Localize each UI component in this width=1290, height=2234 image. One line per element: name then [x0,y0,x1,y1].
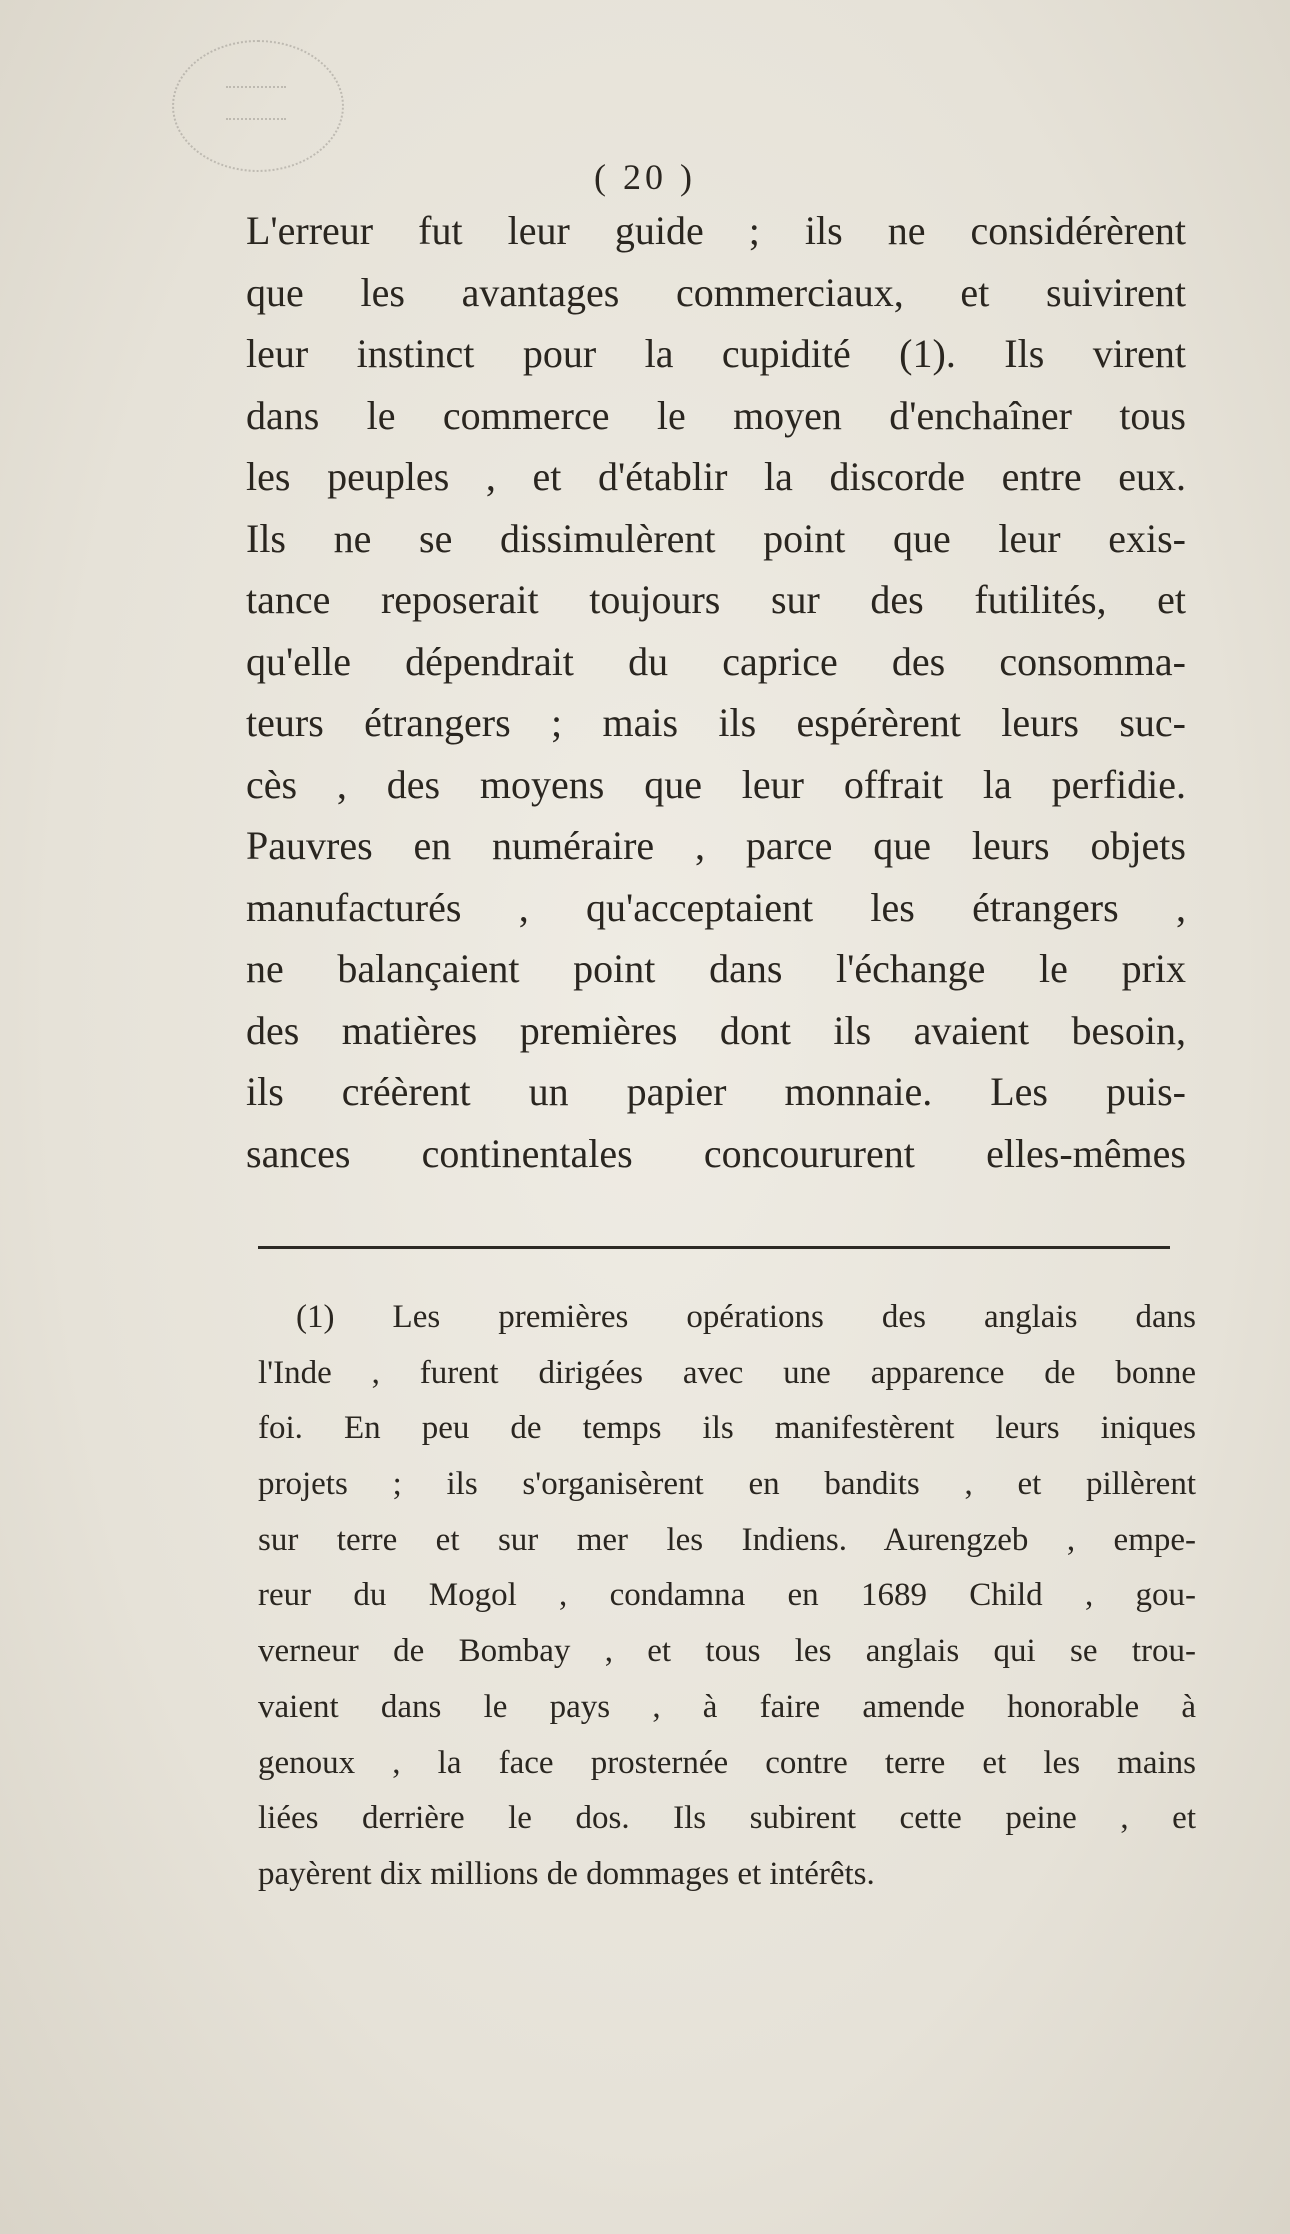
text-line: leur instinct pour la cupidité (1). Ils virent [246,331,1186,376]
footnote-line: reur du Mogol , condamna en 1689 Child , gou- [258,1577,1196,1614]
text-line: Ils ne se dissimulèrent point que leur exis- [246,515,1186,561]
text-line: cès , des moyens que leur offrait la perfidie. [246,761,1186,807]
library-stamp [172,40,344,172]
footnote-line: payèrent dix millions de dommages et intérêts. [258,1855,875,1892]
footnote-line: verneur de Bombay , et tous les anglais qui se trou- [258,1633,1196,1670]
text-line: que les avantages commerciaux, et suivirent [246,269,1186,315]
text-line: ils créèrent un papier monnaie. Les puis- [246,1069,1186,1114]
text-line: sances continentales concoururent elles-mêmes [246,1130,1186,1176]
page-number: ( 20 ) [594,157,696,197]
footnote-line: genoux , la face prosternée contre terre et les mains [258,1744,1196,1781]
footnote-line: l'Inde , furent dirigées avec une apparence de bonne [258,1354,1196,1391]
text-line: des matières premières dont ils avaient besoin, [246,1007,1186,1053]
footnote-line: vaient dans le pays , à faire amende honorable à [258,1688,1196,1725]
text-line: manufacturés , qu'acceptaient les étrangers , [246,884,1186,930]
text-line: ne balançaient point dans l'échange le prix [246,946,1186,991]
text-line: qu'elle dépendrait du caprice des consomma- [246,638,1186,684]
text-line: Pauvres en numéraire , parce que leurs objets [246,823,1186,868]
footnote-line: sur terre et sur mer les Indiens. Aurengzeb , empe- [258,1521,1196,1558]
text-line: teurs étrangers ; mais ils espérèrent leurs suc- [246,700,1186,745]
main-text [246,200,1186,1184]
footnote-line: foi. En peu de temps ils manifestèrent leurs iniques [258,1410,1196,1447]
text-line: les peuples , et d'établir la discorde entre eux. [246,454,1186,499]
footnote-line: (1) Les premières opérations des anglais dans [296,1299,1196,1335]
text-line: tance reposerait toujours sur des futilités, et [246,577,1186,622]
text-line: L'erreur fut leur guide ; ils ne considérèrent [246,208,1186,253]
footnote [258,1290,1196,1903]
footnote-line: liées derrière le dos. Ils subirent cette peine , et [258,1800,1196,1837]
footnote-rule [258,1246,1170,1249]
text-line: dans le commerce le moyen d'enchaîner tous [246,392,1186,438]
footnote-line: projets ; ils s'organisèrent en bandits , et pillèrent [258,1466,1196,1503]
